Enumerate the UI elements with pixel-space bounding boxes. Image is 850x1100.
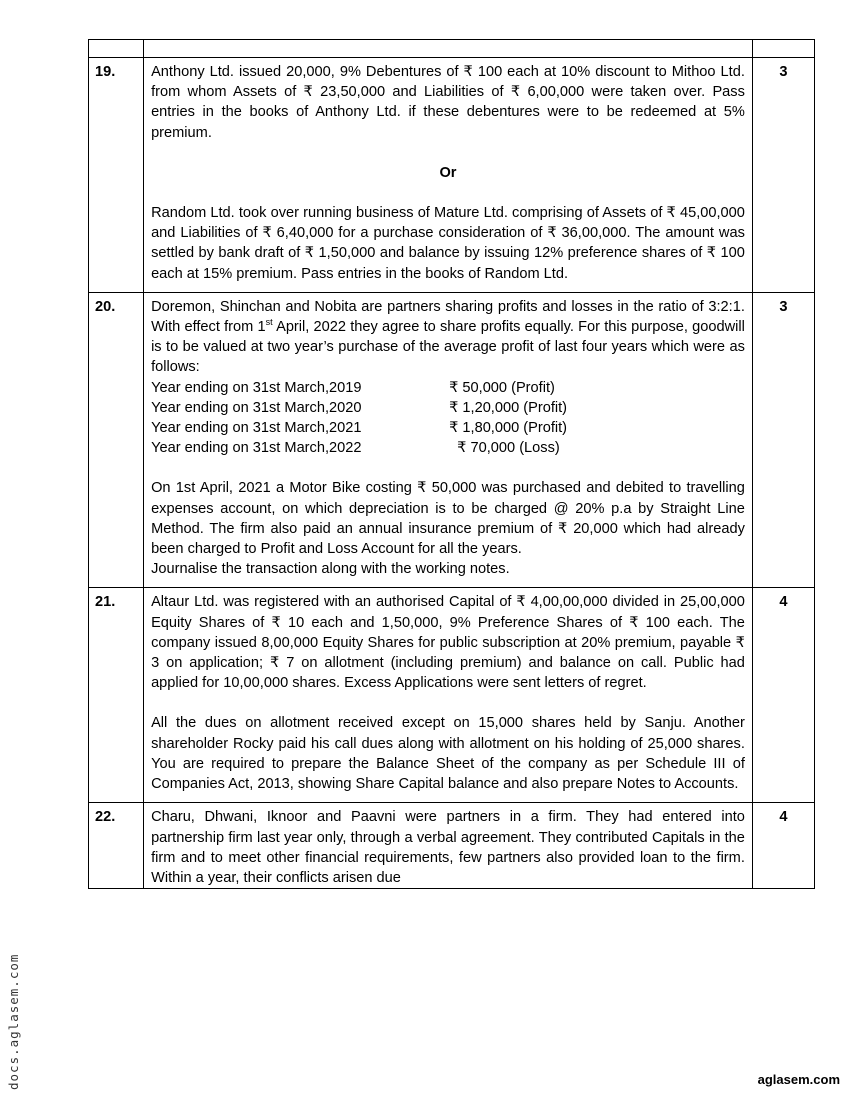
question-paragraph: Anthony Ltd. issued 20,000, 9% Debentures of ₹ 100 each at 10% discount to Mithoo Ltd. from whom Assets of ₹ 23,50,000 and Liabilities of ₹ 6,00,000 were taken over. Pass entries in the books of Anthony Ltd. if these debentures were to be redeemed at 5% premium. bbox=[151, 64, 745, 141]
empty-cell bbox=[144, 40, 753, 58]
question-row-22 bbox=[89, 803, 815, 889]
question-text bbox=[144, 803, 753, 889]
question-text bbox=[144, 58, 753, 293]
header-empty-row bbox=[89, 40, 815, 58]
question-number: 19. bbox=[89, 58, 144, 293]
question-row-21 bbox=[89, 588, 815, 803]
question-paragraph: Altaur Ltd. was registered with an authorised Capital of ₹ 4,00,00,000 divided in 25,00,000 Equity Shares of ₹ 10 each and 1,50,000, 9% Preference Shares of ₹ 100 each. The company issued 8,00,000 Equity Shares for public subscription at 20% premium, payable ₹ 3 on application; ₹ 7 on allotment (including premium) and balance on call. Public had applied for 10,00,000 shares. Excess Applications were sent letters of regret. bbox=[151, 594, 745, 692]
watermark-url: docs.aglasem.com bbox=[6, 953, 21, 1090]
question-table bbox=[88, 39, 815, 889]
question-marks: 4 bbox=[752, 803, 814, 889]
intro-text: April, 2022 they agree to share profits equally. For this purpose, goodwill is to be valued at two year’s purchase of the average profit of last four years which were as follows: bbox=[151, 319, 745, 376]
question-marks: 3 bbox=[752, 58, 814, 293]
intro-text: Doremon, Shinchan and Nobita are partners sharing profits and losses in the ratio of 3:2:1. With effect from 1 bbox=[151, 298, 745, 336]
empty-cell bbox=[752, 40, 814, 58]
profit-row bbox=[151, 438, 745, 458]
year-value: ₹ 1,20,000 (Profit) bbox=[449, 399, 568, 416]
year-label: Year ending on 31st March,2019 bbox=[151, 379, 362, 396]
question-paragraph: Charu, Dhwani, Iknoor and Paavni were partners in a firm. They had entered into partnership firm last year only, through a verbal agreement. They contributed Capitals in the firm and to meet other financial requirements, few partners also provided loan to the firm. Within a year, their conflicts arisen due bbox=[151, 809, 745, 886]
year-label: Year ending on 31st March,2022 bbox=[151, 440, 362, 457]
year-value: ₹ 70,000 (Loss) bbox=[449, 440, 560, 457]
superscript: st bbox=[265, 317, 273, 328]
question-row-19 bbox=[89, 58, 815, 293]
year-label: Year ending on 31st March,2020 bbox=[151, 399, 362, 416]
question-row-20 bbox=[89, 292, 815, 588]
question-paragraph: Random Ltd. took over running business of Mature Ltd. comprising of Assets of ₹ 45,00,000 and Liabilities of ₹ 6,40,000 for a purchase consideration of ₹ 36,00,000. The amount was settled by bank draft of ₹ 1,50,000 and balance by issuing 12% preference shares of ₹ 100 each at 15% premium. Pass entries in the books of Random Ltd. bbox=[151, 205, 745, 282]
question-marks: 4 bbox=[752, 588, 814, 803]
profit-row bbox=[151, 418, 745, 438]
or-separator: Or bbox=[439, 164, 457, 181]
year-value: ₹ 1,80,000 (Profit) bbox=[449, 420, 568, 437]
profit-row bbox=[151, 378, 745, 398]
question-number: 20. bbox=[89, 292, 144, 588]
question-paragraph: Journalise the transaction along with the working notes. bbox=[151, 561, 510, 578]
question-number: 21. bbox=[89, 588, 144, 803]
question-marks: 3 bbox=[752, 292, 814, 588]
question-number: 22. bbox=[89, 803, 144, 889]
brand-label: aglasem.com bbox=[757, 1072, 840, 1087]
question-paragraph: All the dues on allotment received except on 15,000 shares held by Sanju. Another shareholder Rocky paid his call dues along with allotment on his holding of 25,000 shares. You are required to prepare the Balance Sheet of the company as per Schedule III of Companies Act, 2013, showing Share Capital balance and also prepare Notes to Accounts. bbox=[151, 715, 745, 793]
empty-cell bbox=[89, 40, 144, 58]
year-label: Year ending on 31st March,2021 bbox=[151, 420, 362, 437]
question-text bbox=[144, 292, 753, 588]
profit-row bbox=[151, 398, 745, 418]
question-paragraph bbox=[151, 297, 745, 378]
year-value: ₹ 50,000 (Profit) bbox=[449, 379, 555, 396]
question-paragraph: On 1st April, 2021 a Motor Bike costing ₹ 50,000 was purchased and debited to travelling expenses account, on which depreciation is to be charged @ 20% p.a by Straight Line Method. The firm also paid an annual insurance premium of ₹ 20,000 which had already been charged to Profit and Loss Account for all the years. bbox=[151, 480, 745, 558]
question-text bbox=[144, 588, 753, 803]
